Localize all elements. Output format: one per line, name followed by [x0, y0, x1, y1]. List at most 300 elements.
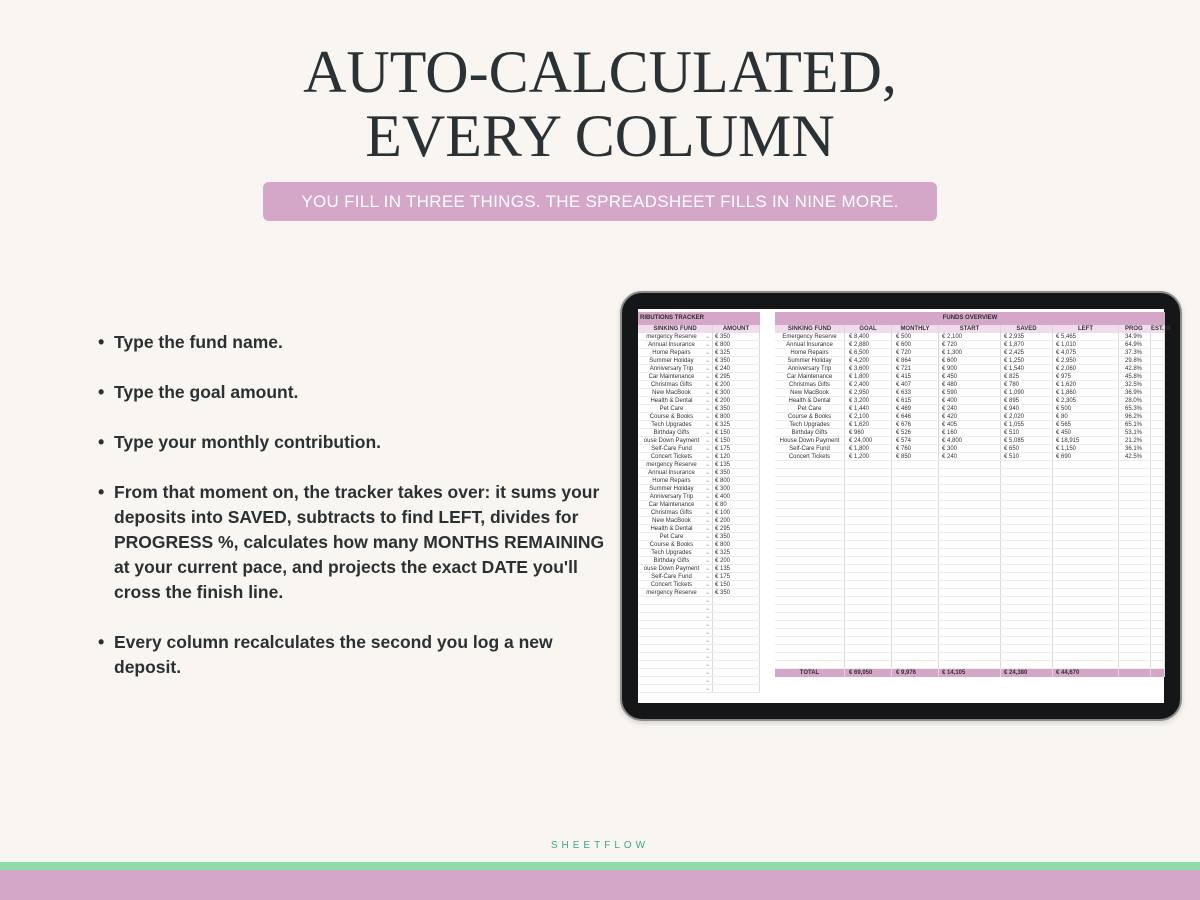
goal-cell[interactable]: € 4,200 — [845, 357, 892, 364]
amount-cell[interactable]: € 800 — [713, 477, 760, 484]
table-row — [775, 501, 1165, 509]
dropdown-arrow-icon[interactable]: ⌄ — [704, 534, 710, 540]
fund-select-cell[interactable] — [638, 413, 713, 420]
monthly-cell[interactable] — [892, 485, 939, 492]
dropdown-arrow-icon[interactable]: ⌄ — [704, 486, 710, 492]
amount-cell[interactable] — [713, 613, 760, 620]
saved-cell — [1001, 581, 1053, 588]
fund-name: mergency Reserve — [646, 462, 697, 468]
left-cell — [1053, 645, 1119, 652]
amount-cell[interactable]: € 325 — [713, 349, 760, 356]
goal-cell[interactable] — [845, 541, 892, 548]
fund-select-cell[interactable] — [638, 565, 713, 572]
monthly-cell[interactable] — [892, 525, 939, 532]
list-item: • From that moment on, the tracker takes over: it sums your deposits into SAVED, subtracts to find LEFT, divides for PROGRESS %, calculates how many MONTHS REMAINING at your current pace, and projects the exact DATE you'll cross the finish line. — [96, 480, 616, 605]
fund-select-cell[interactable] — [638, 381, 713, 388]
fund-select-cell[interactable] — [638, 501, 713, 508]
progress-cell: 65.3% — [1119, 405, 1151, 412]
fund-select-cell[interactable] — [638, 645, 713, 652]
goal-cell[interactable]: € 3,600 — [845, 365, 892, 372]
dropdown-arrow-icon[interactable]: ⌄ — [704, 566, 710, 572]
est-months-cell — [1151, 365, 1165, 372]
amount-cell[interactable] — [713, 621, 760, 628]
fund-name-cell[interactable]: Annual Insurance — [775, 341, 845, 348]
goal-cell[interactable] — [845, 637, 892, 644]
dropdown-arrow-icon[interactable]: ⌄ — [704, 518, 710, 524]
amount-cell[interactable]: € 150 — [713, 581, 760, 588]
fund-name-cell[interactable]: Anniversary Trip — [775, 365, 845, 372]
fund-name-cell[interactable]: New MacBook — [775, 389, 845, 396]
dropdown-arrow-icon[interactable]: ⌄ — [704, 366, 710, 372]
fund-select-cell[interactable] — [638, 549, 713, 556]
amount-cell[interactable]: € 200 — [713, 517, 760, 524]
fund-name-cell[interactable]: Birthday Gifts — [775, 429, 845, 436]
fund-name-cell[interactable] — [775, 477, 845, 484]
fund-name-cell[interactable]: Car Maintenance — [775, 373, 845, 380]
amount-cell[interactable]: € 200 — [713, 397, 760, 404]
table-row — [775, 637, 1165, 645]
amount-cell[interactable] — [713, 653, 760, 660]
goal-cell[interactable] — [845, 613, 892, 620]
dropdown-arrow-icon[interactable]: ⌄ — [704, 638, 710, 644]
amount-cell[interactable]: € 325 — [713, 549, 760, 556]
fund-name-cell[interactable] — [775, 645, 845, 652]
dropdown-arrow-icon[interactable]: ⌄ — [704, 446, 710, 452]
table-row — [638, 485, 760, 493]
amount-cell[interactable]: € 295 — [713, 525, 760, 532]
total-cell — [1119, 669, 1151, 677]
fund-select-cell[interactable] — [638, 581, 713, 588]
fund-select-cell[interactable] — [638, 517, 713, 524]
goal-cell[interactable]: € 8,400 — [845, 333, 892, 340]
dropdown-arrow-icon[interactable]: ⌄ — [704, 598, 710, 604]
goal-cell[interactable] — [845, 477, 892, 484]
monthly-cell[interactable] — [892, 597, 939, 604]
fund-select-cell[interactable] — [638, 365, 713, 372]
saved-cell: € 650 — [1001, 445, 1053, 452]
fund-name-cell[interactable]: Home Repairs — [775, 349, 845, 356]
start-cell — [939, 525, 1001, 532]
fund-name-cell[interactable] — [775, 597, 845, 604]
fund-name-cell[interactable] — [775, 525, 845, 532]
monthly-cell[interactable] — [892, 477, 939, 484]
dropdown-arrow-icon[interactable]: ⌄ — [704, 670, 710, 676]
amount-cell[interactable]: € 135 — [713, 565, 760, 572]
monthly-cell[interactable] — [892, 509, 939, 516]
est-months-cell — [1151, 445, 1165, 452]
amount-cell[interactable]: € 100 — [713, 509, 760, 516]
amount-cell[interactable]: € 150 — [713, 429, 760, 436]
goal-cell[interactable] — [845, 557, 892, 564]
progress-cell: 37.3% — [1119, 349, 1151, 356]
goal-cell[interactable]: € 1,800 — [845, 445, 892, 452]
monthly-cell[interactable] — [892, 541, 939, 548]
amount-cell[interactable]: € 350 — [713, 405, 760, 412]
fund-name-cell[interactable] — [775, 661, 845, 668]
amount-cell[interactable]: € 150 — [713, 437, 760, 444]
amount-cell[interactable] — [713, 669, 760, 676]
goal-cell[interactable]: € 2,100 — [845, 413, 892, 420]
fund-select-cell[interactable] — [638, 493, 713, 500]
dropdown-arrow-icon[interactable]: ⌄ — [704, 430, 710, 436]
fund-select-cell[interactable] — [638, 445, 713, 452]
dropdown-arrow-icon[interactable]: ⌄ — [704, 678, 710, 684]
table-row — [775, 357, 1165, 365]
fund-name-cell[interactable] — [775, 573, 845, 580]
fund-name-cell[interactable] — [775, 517, 845, 524]
fund-select-cell[interactable] — [638, 509, 713, 516]
amount-cell[interactable]: € 200 — [713, 557, 760, 564]
fund-select-cell[interactable] — [638, 373, 713, 380]
fund-name-cell[interactable]: Tech Upgrades — [775, 421, 845, 428]
fund-name-cell[interactable] — [775, 501, 845, 508]
fund-select-cell[interactable] — [638, 421, 713, 428]
est-months-cell — [1151, 581, 1165, 588]
fund-select-cell[interactable] — [638, 605, 713, 612]
fund-name-cell[interactable]: Pet Care — [775, 405, 845, 412]
goal-cell[interactable] — [845, 653, 892, 660]
goal-cell[interactable] — [845, 525, 892, 532]
goal-cell[interactable]: € 1,620 — [845, 421, 892, 428]
monthly-cell[interactable] — [892, 581, 939, 588]
monthly-cell[interactable]: € 676 — [892, 421, 939, 428]
start-cell — [939, 605, 1001, 612]
monthly-cell[interactable]: € 850 — [892, 453, 939, 460]
monthly-cell[interactable] — [892, 557, 939, 564]
goal-cell[interactable]: € 24,000 — [845, 437, 892, 444]
goal-cell[interactable] — [845, 661, 892, 668]
dropdown-arrow-icon[interactable]: ⌄ — [704, 414, 710, 420]
amount-cell[interactable]: € 325 — [713, 421, 760, 428]
monthly-cell[interactable]: € 633 — [892, 389, 939, 396]
monthly-cell[interactable]: € 760 — [892, 445, 939, 452]
fund-select-cell[interactable] — [638, 397, 713, 404]
fund-name-cell[interactable] — [775, 613, 845, 620]
fund-select-cell[interactable] — [638, 485, 713, 492]
fund-name-cell[interactable] — [775, 493, 845, 500]
fund-name-cell[interactable]: Concert Tickets — [775, 453, 845, 460]
table-row — [775, 429, 1165, 437]
goal-cell[interactable] — [845, 621, 892, 628]
goal-cell[interactable]: € 2,400 — [845, 381, 892, 388]
fund-select-cell[interactable] — [638, 557, 713, 564]
monthly-cell[interactable]: € 407 — [892, 381, 939, 388]
fund-name-cell[interactable] — [775, 621, 845, 628]
amount-cell[interactable]: € 80 — [713, 501, 760, 508]
monthly-cell[interactable] — [892, 645, 939, 652]
monthly-cell[interactable] — [892, 469, 939, 476]
fund-name-cell[interactable] — [775, 637, 845, 644]
dropdown-arrow-icon[interactable]: ⌄ — [704, 494, 710, 500]
monthly-cell[interactable]: € 526 — [892, 429, 939, 436]
dropdown-arrow-icon[interactable]: ⌄ — [704, 654, 710, 660]
amount-cell[interactable]: € 350 — [713, 333, 760, 340]
fund-select-cell[interactable] — [638, 341, 713, 348]
fund-name-cell[interactable]: Self-Care Fund — [775, 445, 845, 452]
amount-cell[interactable]: € 175 — [713, 445, 760, 452]
fund-name-cell[interactable] — [775, 549, 845, 556]
dropdown-arrow-icon[interactable]: ⌄ — [704, 526, 710, 532]
dropdown-arrow-icon[interactable]: ⌄ — [704, 558, 710, 564]
amount-cell[interactable]: € 800 — [713, 341, 760, 348]
saved-cell — [1001, 533, 1053, 540]
dropdown-arrow-icon[interactable]: ⌄ — [704, 342, 710, 348]
fund-select-cell[interactable] — [638, 653, 713, 660]
monthly-cell[interactable] — [892, 629, 939, 636]
amount-cell[interactable] — [713, 661, 760, 668]
dropdown-arrow-icon[interactable]: ⌄ — [704, 606, 710, 612]
dropdown-arrow-icon[interactable]: ⌄ — [704, 582, 710, 588]
goal-cell[interactable] — [845, 645, 892, 652]
monthly-cell[interactable] — [892, 517, 939, 524]
amount-cell[interactable] — [713, 629, 760, 636]
dropdown-arrow-icon[interactable]: ⌄ — [704, 438, 710, 444]
monthly-cell[interactable]: € 469 — [892, 405, 939, 412]
dropdown-arrow-icon[interactable]: ⌄ — [704, 462, 710, 468]
goal-cell[interactable] — [845, 605, 892, 612]
progress-cell — [1119, 557, 1151, 564]
amount-cell[interactable]: € 400 — [713, 493, 760, 500]
goal-cell[interactable] — [845, 461, 892, 468]
fund-name-cell[interactable] — [775, 653, 845, 660]
amount-cell[interactable]: € 240 — [713, 365, 760, 372]
goal-cell[interactable]: € 6,500 — [845, 349, 892, 356]
monthly-cell[interactable] — [892, 637, 939, 644]
fund-select-cell[interactable] — [638, 469, 713, 476]
table-row — [775, 469, 1165, 477]
fund-select-cell[interactable] — [638, 597, 713, 604]
goal-cell[interactable] — [845, 485, 892, 492]
amount-cell[interactable] — [713, 637, 760, 644]
fund-name-cell[interactable]: Summer Holiday — [775, 357, 845, 364]
fund-select-cell[interactable] — [638, 589, 713, 596]
monthly-cell[interactable]: € 600 — [892, 341, 939, 348]
monthly-cell[interactable]: € 415 — [892, 373, 939, 380]
fund-select-cell[interactable] — [638, 533, 713, 540]
dropdown-arrow-icon[interactable]: ⌄ — [704, 590, 710, 596]
dropdown-arrow-icon[interactable]: ⌄ — [704, 574, 710, 580]
fund-select-cell[interactable] — [638, 637, 713, 644]
goal-cell[interactable] — [845, 469, 892, 476]
monthly-cell[interactable] — [892, 589, 939, 596]
fund-select-cell[interactable] — [638, 629, 713, 636]
dropdown-arrow-icon[interactable]: ⌄ — [704, 398, 710, 404]
fund-select-cell[interactable] — [638, 437, 713, 444]
amount-cell[interactable]: € 350 — [713, 533, 760, 540]
fund-name-cell[interactable] — [775, 605, 845, 612]
monthly-cell[interactable] — [892, 549, 939, 556]
fund-name-cell[interactable]: House Down Payment — [775, 437, 845, 444]
dropdown-arrow-icon[interactable]: ⌄ — [704, 382, 710, 388]
dropdown-arrow-icon[interactable]: ⌄ — [704, 510, 710, 516]
fund-select-cell[interactable] — [638, 333, 713, 340]
fund-name-cell[interactable] — [775, 485, 845, 492]
dropdown-arrow-icon[interactable]: ⌄ — [704, 350, 710, 356]
column-header: EST. M — [1151, 326, 1171, 332]
fund-select-cell[interactable] — [638, 405, 713, 412]
amount-cell[interactable] — [713, 677, 760, 684]
fund-name-cell[interactable] — [775, 461, 845, 468]
column-header: PROG — [1119, 325, 1151, 333]
amount-cell[interactable]: € 200 — [713, 381, 760, 388]
dropdown-arrow-icon[interactable]: ⌄ — [704, 630, 710, 636]
goal-cell[interactable] — [845, 573, 892, 580]
monthly-cell[interactable] — [892, 493, 939, 500]
goal-cell[interactable] — [845, 501, 892, 508]
dropdown-arrow-icon[interactable]: ⌄ — [704, 422, 710, 428]
goal-cell[interactable] — [845, 597, 892, 604]
goal-cell[interactable]: € 1,200 — [845, 453, 892, 460]
monthly-cell[interactable]: € 615 — [892, 397, 939, 404]
fund-select-cell[interactable] — [638, 661, 713, 668]
fund-name-cell[interactable]: Course & Books — [775, 413, 845, 420]
monthly-cell[interactable]: € 721 — [892, 365, 939, 372]
goal-cell[interactable]: € 1,440 — [845, 405, 892, 412]
monthly-cell[interactable]: € 646 — [892, 413, 939, 420]
dropdown-arrow-icon[interactable]: ⌄ — [704, 478, 710, 484]
fund-name-cell[interactable] — [775, 565, 845, 572]
monthly-cell[interactable] — [892, 461, 939, 468]
amount-cell[interactable] — [713, 645, 760, 652]
monthly-cell[interactable] — [892, 605, 939, 612]
monthly-cell[interactable] — [892, 613, 939, 620]
progress-cell — [1119, 549, 1151, 556]
fund-select-cell[interactable] — [638, 621, 713, 628]
monthly-cell[interactable]: € 500 — [892, 333, 939, 340]
amount-cell[interactable]: € 295 — [713, 373, 760, 380]
fund-name-cell[interactable] — [775, 629, 845, 636]
dropdown-arrow-icon[interactable]: ⌄ — [704, 622, 710, 628]
dropdown-arrow-icon[interactable]: ⌄ — [704, 470, 710, 476]
goal-cell[interactable] — [845, 493, 892, 500]
fund-name-cell[interactable] — [775, 533, 845, 540]
amount-cell[interactable]: € 350 — [713, 589, 760, 596]
fund-name-cell[interactable] — [775, 557, 845, 564]
dropdown-arrow-icon[interactable]: ⌄ — [704, 358, 710, 364]
fund-select-cell[interactable] — [638, 613, 713, 620]
fund-select-cell[interactable] — [638, 685, 713, 692]
fund-select-cell[interactable] — [638, 461, 713, 468]
left-cell — [1053, 501, 1119, 508]
amount-cell[interactable]: € 800 — [713, 541, 760, 548]
amount-cell[interactable]: € 120 — [713, 453, 760, 460]
fund-select-cell[interactable] — [638, 349, 713, 356]
amount-cell[interactable]: € 300 — [713, 389, 760, 396]
dropdown-arrow-icon[interactable]: ⌄ — [704, 502, 710, 508]
monthly-cell[interactable] — [892, 501, 939, 508]
dropdown-arrow-icon[interactable]: ⌄ — [704, 374, 710, 380]
dropdown-arrow-icon[interactable]: ⌄ — [704, 406, 710, 412]
fund-name-cell[interactable]: Christmas Gifts — [775, 381, 845, 388]
amount-cell[interactable]: € 175 — [713, 573, 760, 580]
amount-cell[interactable]: € 135 — [713, 461, 760, 468]
fund-select-cell[interactable] — [638, 669, 713, 676]
dropdown-arrow-icon[interactable]: ⌄ — [704, 390, 710, 396]
dropdown-arrow-icon[interactable]: ⌄ — [704, 550, 710, 556]
fund-name-cell[interactable]: Emergency Reserve — [775, 333, 845, 340]
total-cell: TOTAL — [775, 669, 845, 677]
fund-select-cell[interactable] — [638, 429, 713, 436]
progress-cell — [1119, 501, 1151, 508]
monthly-cell[interactable] — [892, 573, 939, 580]
monthly-cell[interactable] — [892, 621, 939, 628]
table-row — [775, 397, 1165, 405]
amount-cell[interactable]: € 350 — [713, 357, 760, 364]
dropdown-arrow-icon[interactable]: ⌄ — [704, 614, 710, 620]
fund-name: Course & Books — [649, 414, 694, 420]
left-cell: € 450 — [1053, 429, 1119, 436]
goal-cell[interactable] — [845, 565, 892, 572]
goal-cell[interactable] — [845, 533, 892, 540]
fund-select-cell[interactable] — [638, 541, 713, 548]
dropdown-arrow-icon[interactable]: ⌄ — [704, 686, 710, 692]
goal-cell[interactable]: € 2,950 — [845, 389, 892, 396]
table-row — [775, 485, 1165, 493]
goal-cell[interactable]: € 3,200 — [845, 397, 892, 404]
fund-name-cell[interactable] — [775, 469, 845, 476]
monthly-cell[interactable] — [892, 533, 939, 540]
goal-cell[interactable] — [845, 509, 892, 516]
amount-cell[interactable]: € 350 — [713, 469, 760, 476]
left-cell — [1053, 589, 1119, 596]
column-header: GOAL — [845, 325, 892, 333]
monthly-cell[interactable]: € 574 — [892, 437, 939, 444]
monthly-cell[interactable] — [892, 653, 939, 660]
left-cell — [1053, 573, 1119, 580]
fund-name-cell[interactable] — [775, 581, 845, 588]
monthly-cell[interactable] — [892, 661, 939, 668]
fund-name-cell[interactable] — [775, 589, 845, 596]
goal-cell[interactable] — [845, 629, 892, 636]
fund-select-cell[interactable] — [638, 357, 713, 364]
amount-cell[interactable] — [713, 685, 760, 692]
fund-name-cell[interactable] — [775, 541, 845, 548]
amount-cell[interactable] — [713, 597, 760, 604]
table-row — [638, 509, 760, 517]
goal-cell[interactable] — [845, 517, 892, 524]
saved-cell — [1001, 621, 1053, 628]
dropdown-arrow-icon[interactable]: ⌄ — [704, 662, 710, 668]
dropdown-arrow-icon[interactable]: ⌄ — [704, 334, 710, 340]
monthly-cell[interactable]: € 864 — [892, 357, 939, 364]
goal-cell[interactable] — [845, 581, 892, 588]
fund-name-cell[interactable] — [775, 509, 845, 516]
goal-cell[interactable]: € 2,880 — [845, 341, 892, 348]
monthly-cell[interactable] — [892, 565, 939, 572]
fund-select-cell[interactable] — [638, 477, 713, 484]
fund-select-cell[interactable] — [638, 677, 713, 684]
fund-select-cell[interactable] — [638, 389, 713, 396]
goal-cell[interactable] — [845, 589, 892, 596]
fund-select-cell[interactable] — [638, 453, 713, 460]
dropdown-arrow-icon[interactable]: ⌄ — [704, 542, 710, 548]
fund-select-cell[interactable] — [638, 573, 713, 580]
goal-cell[interactable] — [845, 549, 892, 556]
fund-select-cell[interactable] — [638, 525, 713, 532]
dropdown-arrow-icon[interactable]: ⌄ — [704, 646, 710, 652]
est-months-cell — [1151, 405, 1165, 412]
fund-name-cell[interactable]: Health & Dental — [775, 397, 845, 404]
amount-cell[interactable]: € 800 — [713, 413, 760, 420]
amount-cell[interactable] — [713, 605, 760, 612]
table-row — [638, 461, 760, 469]
amount-cell[interactable]: € 300 — [713, 485, 760, 492]
goal-cell[interactable]: € 1,800 — [845, 373, 892, 380]
goal-cell[interactable]: € 960 — [845, 429, 892, 436]
dropdown-arrow-icon[interactable]: ⌄ — [704, 454, 710, 460]
monthly-cell[interactable]: € 720 — [892, 349, 939, 356]
fund-name: Annual Insurance — [648, 470, 695, 476]
